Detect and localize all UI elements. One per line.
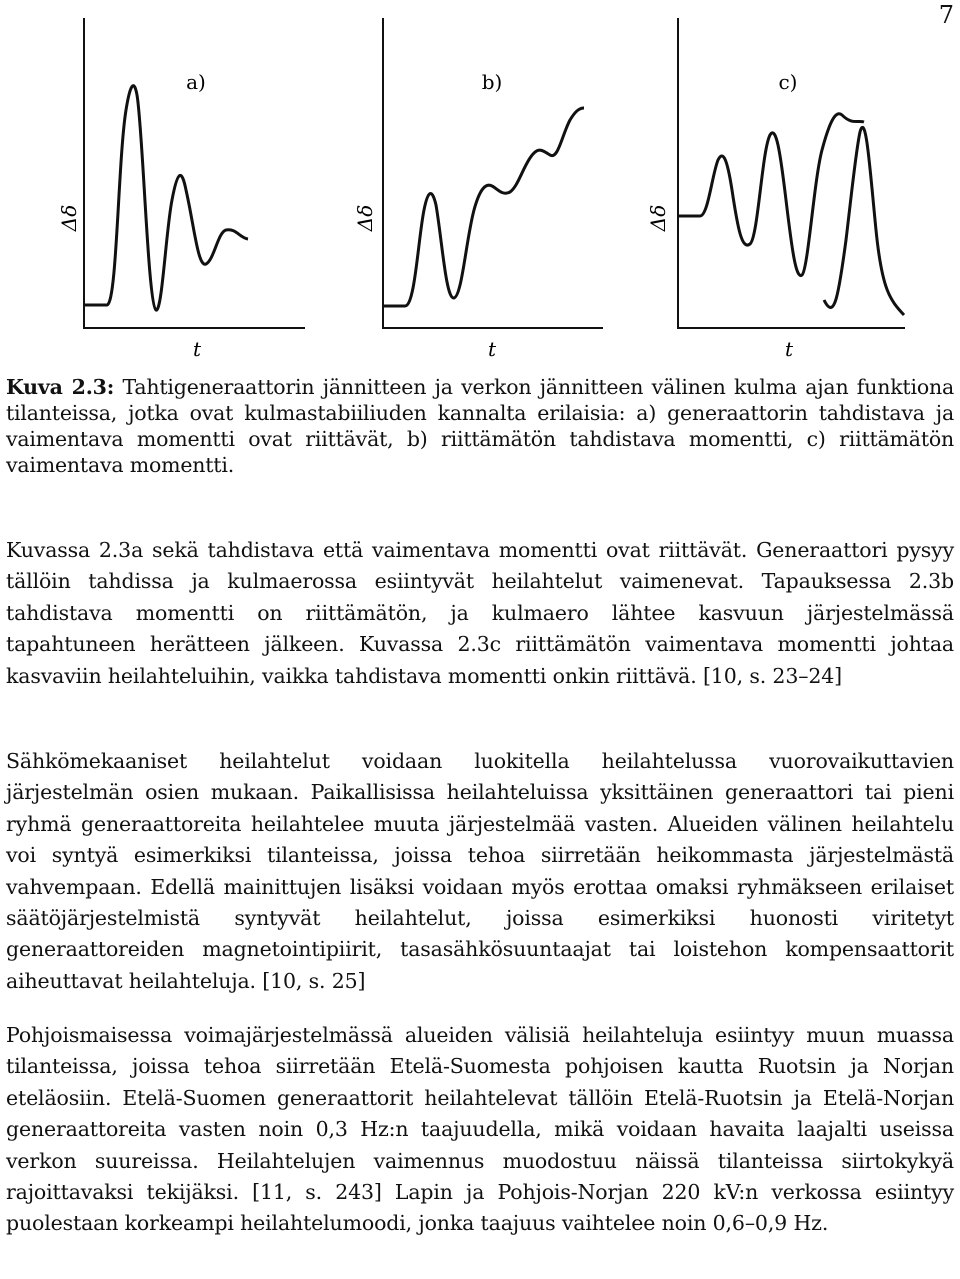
panel-a	[57, 18, 305, 361]
panel-c-x-label: t	[784, 337, 794, 361]
panel-b-curve	[383, 108, 584, 306]
panel-a-axes	[84, 18, 305, 328]
panel-b-label: b)	[481, 70, 503, 94]
figure-2-3	[0, 0, 960, 370]
panel-a-curve	[84, 86, 248, 310]
panel-c-label: c)	[778, 70, 798, 94]
paragraph-3: Pohjoismaisessa voimajärjestelmässä alueiden välisiä heilahteluja esiintyy muun muassa tilanteissa, joissa tehoa siirretään Etelä-Suomesta pohjoisen kautta Ruotsin ja Norjan eteläosiin. Etelä-Suomen generaattorit heilahtelevat tällöin Etelä-Ruotsin ja Etelä-Norjan generaattoreita vasten noin 0,3 Hz:n taajuudella, mikä voidaan havaita laajalti useissa verkon suureissa. Heilahtelujen vaimennus muodostuu näissä tilanteissa siirtokykyä rajoittavaksi tekijäksi. [11, s. 243] Lapin ja Pohjois-Norjan 220 kV:n verkossa esiintyy puolestaan korkeampi heilahtelumoodi, jonka taajuus vaihtelee noin 0,6–0,9 Hz.	[6, 1023, 954, 1236]
panel-c-curve-right	[824, 127, 904, 315]
panel-b-axes	[383, 18, 603, 328]
paragraph-1: Kuvassa 2.3a sekä tahdistava että vaimentava momentti ovat riittävät. Generaattori pysyy tällöin tahdissa ja kulmaerossa esiintyvät heilahtelut vaimenevat. Tapauksessa 2.3b tahdistava momentti on riittämätön, ja kulmaero lähtee kasvuun järjestelmässä tapahtuneen herätteen jälkeen. Kuvassa 2.3c riittämätön vaimentava momentti johtaa kasvaviin heilahteluihin, vaikka tahdistava momentti onkin riittävä. [10, s. 23–24]	[6, 538, 954, 688]
panel-b-x-label: t	[487, 337, 497, 361]
panel-a-y-label: Δδ	[57, 204, 81, 232]
caption-lead: Kuva 2.3:	[6, 375, 115, 399]
page-number: 7	[938, 1, 954, 29]
panel-c	[646, 18, 905, 361]
panel-a-x-label: t	[192, 337, 202, 361]
figure-caption	[6, 374, 954, 478]
paragraph-2: Sähkömekaaniset heilahtelut voidaan luokitella heilahtelussa vuorovaikuttavien järjestelmän osien mukaan. Paikallisissa heilahteluissa yksittäinen generaattori tai pieni ryhmä generaattoreita heilahtelee muuta järjestelmää vasten. Alueiden välinen heilahtelu voi syntyä esimerkiksi tilanteissa, joissa tehoa siirretään heikommasta järjestelmästä vahvempaan. Edellä mainittujen lisäksi voidaan myös erottaa omaksi ryhmäkseen erilaiset säätöjärjestelmistä syntyvät heilahtelut, joissa esimerkiksi huonosti viritetyt generaattoreiden magnetointipiirit, tasasähkösuuntaajat tai loistehon kompensaattorit aiheuttavat heilahteluja. [10, s. 25]	[6, 749, 954, 993]
panel-b	[353, 18, 603, 361]
panel-c-y-label: Δδ	[646, 204, 670, 232]
panel-a-label: a)	[186, 70, 206, 94]
caption-text: Tahtigeneraattorin jännitteen ja verkon jännitteen välinen kulma ajan funktiona tilanteissa, jotka ovat kulmastabiiliuden kannalta erilaisia: a) generaattorin tahdistava ja vaimentava momentti ovat riittävät, b) riittämätön tahdistava momentti, c) riittämätön vaimentava momentti.	[6, 375, 954, 477]
panel-b-y-label: Δδ	[353, 204, 377, 232]
panel-c-curve	[678, 114, 864, 276]
